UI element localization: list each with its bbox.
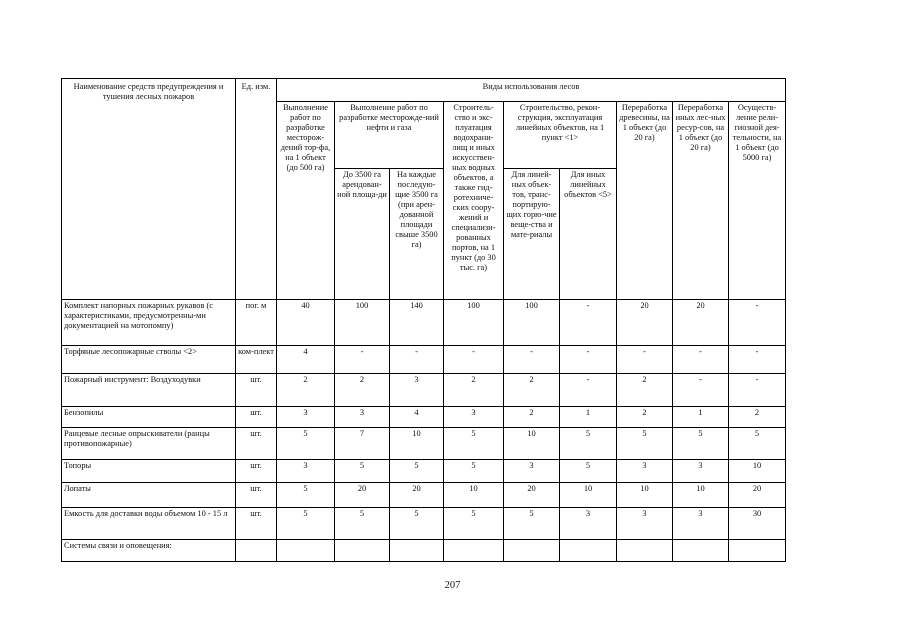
cell: - (444, 346, 504, 374)
cell: 3 (673, 508, 729, 540)
header-name: Наименование средств предупреждения и тушения лесных пожаров (62, 79, 236, 300)
cell: 5 (390, 460, 444, 483)
row-name: Системы связи и оповещения: (62, 540, 236, 562)
cell: 3 (504, 460, 560, 483)
header-linear-objects: Строительство, рекон-струкция, эксплуатация линейных объектов, на 1 пункт <1> (504, 102, 617, 169)
row-name: Пожарный инструмент: Воздуходувки (62, 374, 236, 407)
cell: - (560, 346, 617, 374)
cell: 5 (277, 428, 335, 460)
header-oil-gas-a: До 3500 га арендован-ной площа-ди (335, 169, 390, 300)
header-unit: Ед. изм. (236, 79, 277, 300)
cell: 10 (729, 460, 786, 483)
cell: 5 (277, 483, 335, 508)
cell: 5 (335, 460, 390, 483)
cell: 4 (277, 346, 335, 374)
row-name: Ранцевые лесные опрыскиватели (ранцы противопожарные) (62, 428, 236, 460)
cell: 1 (673, 407, 729, 428)
row-unit (236, 540, 277, 562)
table-row (62, 346, 786, 374)
row-name: Лопаты (62, 483, 236, 508)
cell: 5 (390, 508, 444, 540)
row-name: Емкость для доставки воды объемом 10 - 15 л (62, 508, 236, 540)
cell: 3 (277, 407, 335, 428)
table-row (62, 460, 786, 483)
cell: 40 (277, 300, 335, 346)
table-row (62, 407, 786, 428)
row-unit: шт. (236, 483, 277, 508)
cell (729, 540, 786, 562)
cell: - (729, 374, 786, 407)
cell: 5 (444, 508, 504, 540)
cell (444, 540, 504, 562)
cell: 20 (390, 483, 444, 508)
cell: 100 (504, 300, 560, 346)
cell: 100 (444, 300, 504, 346)
cell: - (390, 346, 444, 374)
cell: 20 (617, 300, 673, 346)
cell (277, 540, 335, 562)
cell: - (560, 374, 617, 407)
cell (673, 540, 729, 562)
header-linear-other: Для иных линейных объектов <5> (560, 169, 617, 300)
row-name: Комплект напорных пожарных рукавов (с характеристиками, предусмотренны-ми документацией на мотопомпу) (62, 300, 236, 346)
cell: 10 (390, 428, 444, 460)
header-religious: Осуществ-ление рели-гиозной дея-тельности, на 1 объект (до 5000 га) (729, 102, 786, 300)
cell: 10 (504, 428, 560, 460)
cell: 10 (673, 483, 729, 508)
header-usage-types: Виды использования лесов (277, 79, 786, 102)
header-water-objects: Строитель-ство и экс-плуатация водохрани-лищ и иных искусствен-ных водных объектов, а также гид-ротехниче-ских соору-жений и специализи-рованных портов, на 1 пункт (до 30 тыс. га) (444, 102, 504, 300)
cell: 4 (390, 407, 444, 428)
cell: - (673, 374, 729, 407)
cell: 5 (277, 508, 335, 540)
header-wood-processing: Переработка древесины, на 1 объект (до 20 га) (617, 102, 673, 300)
table-row (62, 374, 786, 407)
cell: 10 (617, 483, 673, 508)
cell (335, 540, 390, 562)
cell: 20 (673, 300, 729, 346)
table-row (62, 428, 786, 460)
cell: 3 (560, 508, 617, 540)
cell: 30 (729, 508, 786, 540)
cell: - (673, 346, 729, 374)
cell: 20 (335, 483, 390, 508)
cell: 10 (560, 483, 617, 508)
cell: 5 (560, 428, 617, 460)
row-unit: шт. (236, 460, 277, 483)
cell: 3 (617, 508, 673, 540)
cell: 100 (335, 300, 390, 346)
cell: 10 (444, 483, 504, 508)
header-other-resources: Переработка иных лес-ных ресур-сов, на 1 объект (до 20 га) (673, 102, 729, 300)
cell (390, 540, 444, 562)
cell: 7 (335, 428, 390, 460)
cell: 1 (560, 407, 617, 428)
cell: - (729, 300, 786, 346)
cell: 2 (335, 374, 390, 407)
cell: 140 (390, 300, 444, 346)
page-number: 207 (444, 580, 461, 591)
header-linear-fuel: Для линей-ных объек-тов, транс-портирую-щих горю-чие веще-ства и мате-риалы (504, 169, 560, 300)
cell: 20 (729, 483, 786, 508)
cell: 2 (617, 407, 673, 428)
cell: 3 (390, 374, 444, 407)
cell: 5 (444, 460, 504, 483)
header-peat: Выполнение работ по разработке месторож-дений тор-фа, на 1 объект (до 500 га) (277, 102, 335, 300)
table-row (62, 483, 786, 508)
cell: 3 (335, 407, 390, 428)
resources-table (61, 78, 786, 562)
row-name: Топоры (62, 460, 236, 483)
header-oil-gas-b: На каждые последую-щие 3500 га (при арен-дованной площади свыше 3500 га) (390, 169, 444, 300)
row-unit: шт. (236, 428, 277, 460)
cell: 2 (617, 374, 673, 407)
cell (617, 540, 673, 562)
cell: 2 (277, 374, 335, 407)
cell: 2 (504, 374, 560, 407)
cell: 2 (729, 407, 786, 428)
cell: 3 (673, 460, 729, 483)
row-unit: шт. (236, 407, 277, 428)
cell: - (504, 346, 560, 374)
cell (560, 540, 617, 562)
cell: 5 (560, 460, 617, 483)
cell: 5 (335, 508, 390, 540)
cell: 3 (444, 407, 504, 428)
cell: 2 (444, 374, 504, 407)
cell: - (560, 300, 617, 346)
header-oil-gas: Выполнение работ по разработке месторожде-ний нефти и газа (335, 102, 444, 169)
row-unit: шт. (236, 374, 277, 407)
table-row (62, 508, 786, 540)
cell: - (729, 346, 786, 374)
row-name: Бензопилы (62, 407, 236, 428)
row-unit: ком-плект (236, 346, 277, 374)
row-unit: пог. м (236, 300, 277, 346)
table-row (62, 300, 786, 346)
cell: 3 (277, 460, 335, 483)
cell: - (617, 346, 673, 374)
table-row (62, 540, 786, 562)
row-name: Торфяные лесопожарные стволы <2> (62, 346, 236, 374)
cell: - (335, 346, 390, 374)
cell: 5 (729, 428, 786, 460)
cell: 2 (504, 407, 560, 428)
cell: 5 (673, 428, 729, 460)
cell: 3 (617, 460, 673, 483)
row-unit: шт. (236, 508, 277, 540)
cell: 20 (504, 483, 560, 508)
cell: 5 (617, 428, 673, 460)
cell: 5 (504, 508, 560, 540)
cell: 5 (444, 428, 504, 460)
cell (504, 540, 560, 562)
